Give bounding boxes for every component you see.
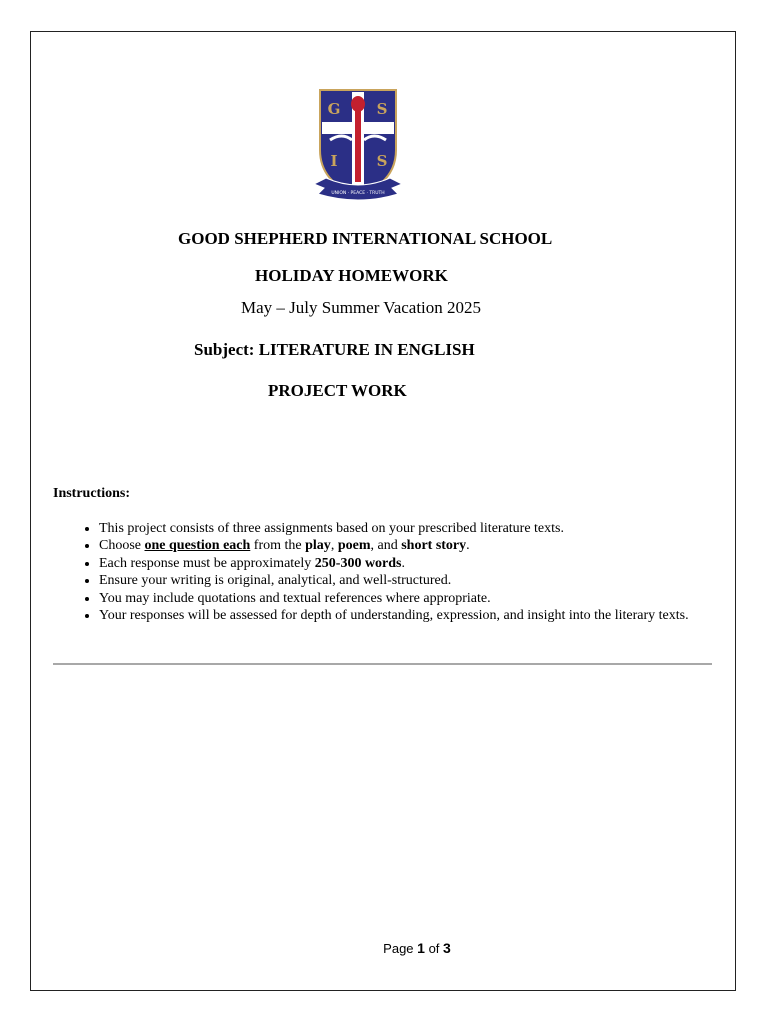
subject-label: Subject:: [194, 340, 255, 359]
crest-motto: UNION · PEACE · TRUTH: [331, 191, 385, 196]
crest-letter-s2: S: [376, 152, 388, 170]
vacation-period: May – July Summer Vacation 2025: [241, 298, 482, 317]
homework-title: HOLIDAY HOMEWORK: [255, 266, 448, 285]
instruction-item: • Each response must be approximately 250-300 words.: [99, 555, 759, 572]
project-work-title: PROJECT WORK: [268, 381, 407, 400]
document-page: [30, 31, 736, 991]
crest-letter-i: I: [330, 152, 338, 170]
instruction-item: • Choose one question each from the play, poem, and short story.: [99, 537, 759, 554]
instruction-item: • This project consists of three assignments based on your prescribed literature texts.: [99, 520, 759, 537]
school-crest-logo: [312, 88, 404, 208]
instruction-item: • Your responses will be assessed for depth of understanding, expression, and insight into the literary texts.: [99, 607, 759, 624]
page-number-footer: Page 1 of 3: [383, 940, 451, 956]
crest-letter-s1: S: [376, 100, 388, 118]
instructions-heading: Instructions:: [53, 486, 131, 501]
subject-line: [194, 340, 475, 360]
horizontal-divider: [53, 663, 712, 665]
school-name: GOOD SHEPHERD INTERNATIONAL SCHOOL: [178, 229, 553, 248]
subject-name: LITERATURE IN ENGLISH: [258, 340, 475, 359]
instructions-list: [53, 520, 759, 624]
crest-letter-g: G: [327, 100, 341, 118]
instruction-item: • You may include quotations and textual references where appropriate.: [99, 590, 759, 607]
instruction-item: • Ensure your writing is original, analytical, and well-structured.: [99, 572, 759, 589]
